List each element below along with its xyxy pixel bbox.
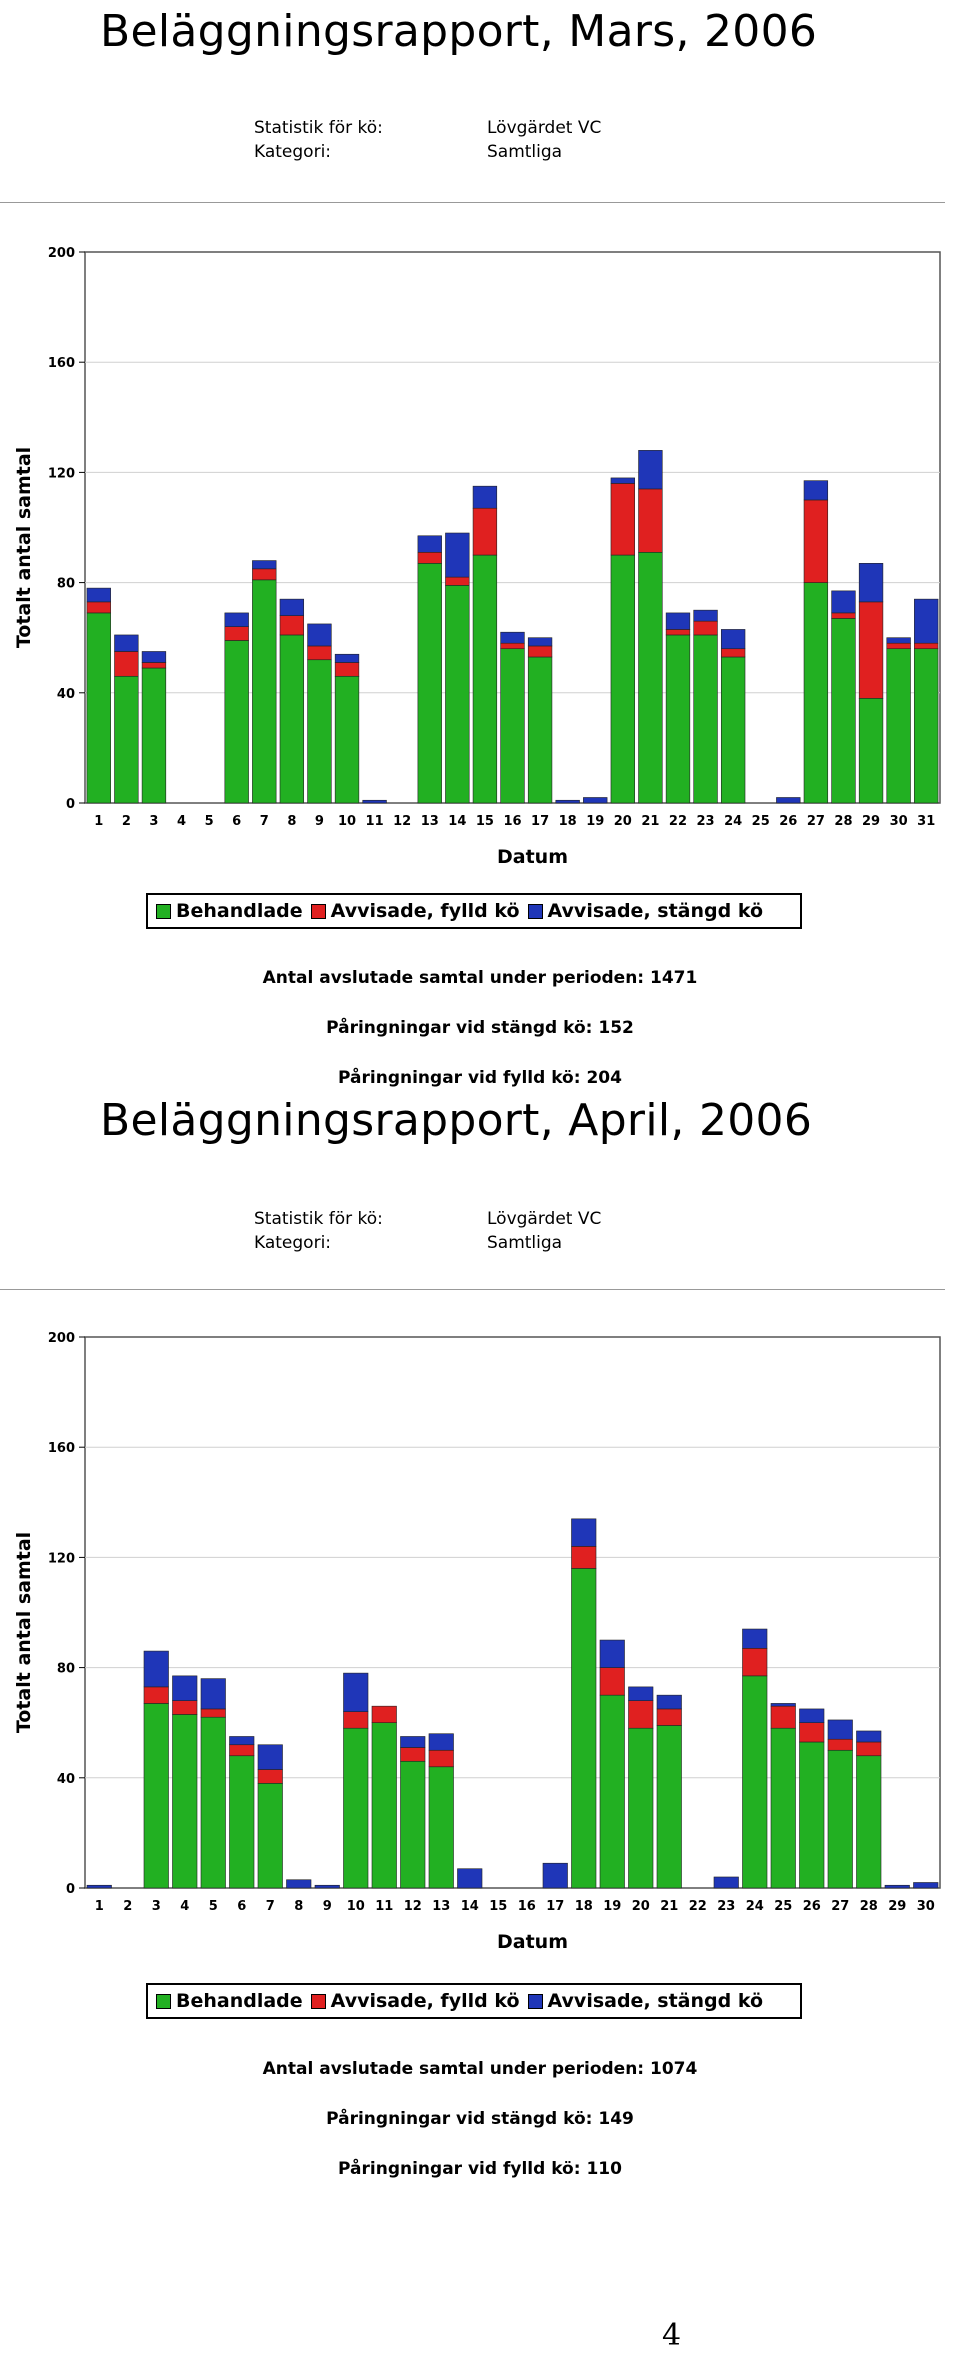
bar-segment — [832, 613, 856, 619]
bar-segment — [639, 489, 663, 552]
legend-item-behandlade — [156, 900, 303, 922]
bar-segment — [172, 1701, 197, 1715]
x-tick-label: 18 — [574, 1899, 593, 1914]
bar-segment — [600, 1640, 625, 1668]
legend-item-avvisade-fylld — [311, 1990, 520, 2012]
x-tick-label: 5 — [208, 1899, 218, 1914]
bar-segment — [628, 1701, 653, 1729]
x-tick-label: 15 — [489, 1899, 508, 1914]
x-tick-label: 6 — [232, 814, 242, 829]
x-tick-label: 14 — [448, 814, 467, 829]
bar-segment — [657, 1725, 682, 1888]
bar-segment — [611, 483, 635, 555]
bar-segment — [400, 1747, 425, 1761]
bar-segment — [501, 632, 525, 643]
y-axis-label: Totalt antal samtal — [13, 1531, 35, 1734]
bar-segment — [457, 1869, 482, 1888]
legend-swatch-red — [311, 904, 326, 919]
bar-segment — [315, 1885, 340, 1888]
bar-segment — [832, 591, 856, 613]
bar-segment — [914, 649, 938, 803]
legend-swatch-green — [156, 1994, 171, 2009]
bar-segment — [859, 698, 883, 803]
bar-segment — [280, 635, 304, 803]
y-tick-label: 120 — [47, 466, 75, 482]
bar-segment — [666, 635, 690, 803]
x-tick-label: 25 — [751, 814, 770, 829]
bar-segment — [657, 1695, 682, 1709]
bar-segment — [343, 1673, 368, 1712]
meta-label-queue: Statistik för kö: — [254, 1209, 383, 1229]
y-tick-label: 160 — [47, 1441, 75, 1457]
bar-segment — [856, 1756, 881, 1888]
y-tick-label: 80 — [56, 576, 75, 592]
legend-label: Behandlade — [176, 1990, 303, 2012]
legend-label: Avvisade, fylld kö — [330, 900, 520, 922]
bar-segment — [87, 613, 111, 803]
bar-segment — [115, 651, 139, 676]
bar-segment — [828, 1720, 853, 1739]
x-tick-label: 15 — [475, 814, 494, 829]
x-tick-label: 28 — [834, 814, 853, 829]
bar-segment — [571, 1568, 596, 1888]
x-tick-label: 26 — [779, 814, 798, 829]
bar-segment — [258, 1783, 283, 1888]
bar-segment — [144, 1651, 169, 1687]
bar-segment — [600, 1695, 625, 1888]
bar-segment — [335, 676, 359, 803]
bar-segment — [445, 533, 469, 577]
y-tick-label: 40 — [56, 1771, 75, 1787]
bar-segment — [694, 621, 718, 635]
report-title: Beläggningsrapport, April, 2006 — [100, 1095, 813, 1146]
x-tick-label: 11 — [365, 814, 384, 829]
bar-segment — [172, 1714, 197, 1888]
legend-swatch-blue — [528, 1994, 543, 2009]
bar-segment — [771, 1728, 796, 1888]
bar-segment — [252, 580, 276, 803]
bar-segment — [799, 1742, 824, 1888]
chart-legend — [146, 893, 802, 929]
x-tick-label: 27 — [806, 814, 825, 829]
legend-item-avvisade-stangd — [528, 1990, 764, 2012]
bar-segment — [583, 797, 607, 803]
bar-segment — [473, 555, 497, 803]
x-tick-label: 11 — [375, 1899, 394, 1914]
bar-segment — [914, 599, 938, 643]
legend-label: Avvisade, stängd kö — [547, 900, 764, 922]
bar-segment — [400, 1736, 425, 1747]
x-tick-label: 30 — [916, 1899, 935, 1914]
legend-swatch-green — [156, 904, 171, 919]
bar-segment — [600, 1668, 625, 1696]
bar-segment — [142, 662, 166, 668]
x-tick-label: 17 — [531, 814, 550, 829]
bar-segment — [776, 797, 800, 803]
x-tick-label: 10 — [337, 814, 357, 829]
x-tick-label: 24 — [724, 814, 743, 829]
chart-legend — [146, 1983, 802, 2019]
meta-label-queue: Statistik för kö: — [254, 118, 383, 138]
x-tick-label: 13 — [432, 1899, 451, 1914]
meta-value-category: Samtliga — [487, 142, 563, 162]
x-tick-label: 4 — [177, 814, 187, 829]
x-tick-label: 21 — [641, 814, 660, 829]
bar-segment — [887, 638, 911, 644]
x-tick-label: 25 — [774, 1899, 793, 1914]
bar-segment — [828, 1750, 853, 1888]
bar-segment — [115, 676, 139, 803]
bar-segment — [771, 1703, 796, 1706]
x-tick-label: 28 — [859, 1899, 878, 1914]
bar-segment — [799, 1723, 824, 1742]
bar-segment — [556, 800, 580, 803]
bar-segment — [280, 599, 304, 616]
legend-item-avvisade-fylld — [311, 900, 520, 922]
x-tick-label: 30 — [889, 814, 908, 829]
x-tick-label: 16 — [503, 814, 522, 829]
bar-segment — [201, 1709, 226, 1717]
bar-segment — [528, 646, 552, 657]
y-tick-label: 0 — [65, 1882, 75, 1897]
x-tick-label: 22 — [668, 814, 688, 829]
y-tick-label: 0 — [65, 797, 75, 812]
bar-segment — [571, 1546, 596, 1568]
meta-labels — [254, 1207, 383, 1255]
stat-full-queue: Påringningar vid fylld kö: 204 — [338, 1068, 622, 1088]
bar-segment — [418, 552, 442, 563]
bar-segment — [343, 1712, 368, 1729]
y-tick-label: 120 — [47, 1551, 75, 1567]
legend-label: Avvisade, stängd kö — [547, 1990, 764, 2012]
bar-segment — [201, 1717, 226, 1888]
bar-segment — [721, 629, 745, 648]
legend-label: Behandlade — [176, 900, 303, 922]
bar-segment — [639, 450, 663, 489]
x-tick-label: 2 — [121, 814, 131, 829]
legend-swatch-blue — [528, 904, 543, 919]
meta-labels — [254, 116, 383, 164]
x-tick-label: 19 — [586, 814, 605, 829]
x-tick-label: 26 — [802, 1899, 821, 1914]
bar-segment — [258, 1770, 283, 1784]
bar-segment — [372, 1706, 397, 1723]
bar-segment — [501, 649, 525, 803]
bar-segment — [799, 1709, 824, 1723]
report-mars — [0, 0, 960, 1100]
bar-segment — [87, 1885, 112, 1888]
x-tick-label: 9 — [314, 814, 324, 829]
bar-segment — [714, 1877, 739, 1888]
bar-segment — [856, 1731, 881, 1742]
bar-segment — [308, 624, 332, 646]
x-tick-label: 27 — [831, 1899, 850, 1914]
bar-segment — [286, 1880, 311, 1888]
bar-segment — [372, 1723, 397, 1888]
x-tick-label: 1 — [94, 814, 104, 829]
bar-segment — [225, 640, 249, 803]
bar-segment — [657, 1709, 682, 1726]
y-tick-label: 200 — [47, 1331, 75, 1346]
bar-segment — [400, 1761, 425, 1888]
bar-segment — [473, 508, 497, 555]
legend-item-avvisade-stangd — [528, 900, 764, 922]
bar-segment — [885, 1885, 910, 1888]
x-tick-label: 14 — [460, 1899, 479, 1914]
bar-segment — [229, 1736, 254, 1744]
x-axis-label: Datum — [497, 846, 568, 868]
x-axis-label: Datum — [497, 1931, 568, 1953]
y-tick-label: 80 — [56, 1661, 75, 1677]
stat-full-queue: Påringningar vid fylld kö: 110 — [338, 2159, 622, 2179]
x-tick-label: 9 — [322, 1899, 332, 1914]
meta-values — [487, 116, 601, 164]
x-tick-label: 18 — [558, 814, 577, 829]
stat-closed-queue: Påringningar vid stängd kö: 149 — [326, 2109, 634, 2129]
bar-segment — [804, 583, 828, 803]
bar-segment — [280, 616, 304, 635]
bar-segment — [742, 1676, 767, 1888]
bar-segment — [666, 613, 690, 630]
bar-segment — [343, 1728, 368, 1888]
bar-segment — [721, 649, 745, 657]
bar-segment — [308, 660, 332, 803]
divider — [0, 1289, 945, 1290]
x-tick-label: 4 — [180, 1899, 190, 1914]
bar-segment — [445, 585, 469, 803]
x-tick-label: 1 — [94, 1899, 104, 1914]
bar-segment — [445, 577, 469, 585]
stat-total: Antal avslutade samtal under perioden: 1471 — [262, 968, 698, 988]
x-tick-label: 10 — [346, 1899, 365, 1914]
x-tick-label: 31 — [917, 814, 936, 829]
bar-segment — [225, 627, 249, 641]
bar-segment — [914, 643, 938, 649]
y-tick-label: 160 — [47, 356, 75, 372]
bar-segment — [144, 1703, 169, 1888]
bar-segment — [913, 1882, 938, 1888]
x-tick-label: 24 — [745, 1899, 764, 1914]
bar-segment — [229, 1745, 254, 1756]
report-april — [0, 1095, 960, 2295]
bar-segment — [252, 569, 276, 580]
stat-total: Antal avslutade samtal under perioden: 1074 — [262, 2059, 698, 2079]
bar-segment — [771, 1706, 796, 1728]
meta-value-queue: Lövgärdet VC — [487, 1209, 602, 1229]
bar-segment — [856, 1742, 881, 1756]
bar-segment — [335, 654, 359, 662]
meta-values — [487, 1207, 601, 1255]
x-tick-label: 2 — [123, 1899, 133, 1914]
bar-segment — [201, 1679, 226, 1709]
bar-segment — [804, 500, 828, 583]
bar-segment — [473, 486, 497, 508]
x-tick-label: 7 — [259, 814, 269, 829]
bar-segment — [252, 561, 276, 569]
bar-segment — [258, 1745, 283, 1770]
bar-segment — [144, 1687, 169, 1704]
meta-label-category: Kategori: — [254, 1233, 332, 1253]
x-tick-label: 12 — [393, 814, 412, 829]
y-axis-label: Totalt antal samtal — [13, 446, 35, 649]
bar-segment — [543, 1863, 568, 1888]
bar-segment — [628, 1687, 653, 1701]
bar-segment — [887, 643, 911, 649]
x-tick-label: 21 — [660, 1899, 679, 1914]
bar-segment — [742, 1629, 767, 1648]
legend-swatch-red — [311, 1994, 326, 2009]
bar-segment — [742, 1648, 767, 1676]
bar-segment — [501, 643, 525, 649]
bar-segment — [859, 563, 883, 602]
x-tick-label: 17 — [546, 1899, 565, 1914]
bar-segment — [229, 1756, 254, 1888]
legend-item-behandlade — [156, 1990, 303, 2012]
x-tick-label: 8 — [287, 814, 297, 829]
x-tick-label: 8 — [294, 1899, 304, 1914]
bar-segment — [87, 588, 111, 602]
bar-segment — [666, 629, 690, 635]
divider — [0, 202, 945, 203]
bar-segment — [528, 657, 552, 803]
x-tick-label: 6 — [237, 1899, 247, 1914]
x-tick-label: 7 — [265, 1899, 275, 1914]
bar-segment — [418, 563, 442, 803]
bar-segment — [429, 1750, 454, 1767]
bar-segment — [694, 635, 718, 803]
stat-closed-queue: Påringningar vid stängd kö: 152 — [326, 1018, 634, 1038]
x-tick-label: 29 — [888, 1899, 907, 1914]
x-tick-label: 23 — [717, 1899, 736, 1914]
x-tick-label: 22 — [688, 1899, 707, 1914]
y-tick-label: 200 — [47, 246, 75, 261]
x-tick-label: 13 — [420, 814, 439, 829]
bar-segment — [172, 1676, 197, 1701]
x-tick-label: 12 — [403, 1899, 422, 1914]
x-tick-label: 5 — [204, 814, 214, 829]
x-tick-label: 3 — [151, 1899, 161, 1914]
meta-label-category: Kategori: — [254, 142, 332, 162]
page-number: 4 — [662, 2318, 682, 2353]
bar-segment — [429, 1767, 454, 1888]
x-tick-label: 20 — [613, 814, 632, 829]
bar-segment — [363, 800, 387, 803]
report-title: Beläggningsrapport, Mars, 2006 — [100, 6, 818, 57]
bar-segment — [429, 1734, 454, 1751]
bar-segment — [887, 649, 911, 803]
bar-segment — [611, 555, 635, 803]
bar-segment — [87, 602, 111, 613]
x-tick-label: 19 — [603, 1899, 622, 1914]
bar-segment — [828, 1739, 853, 1750]
bar-segment — [611, 478, 635, 484]
x-tick-label: 23 — [696, 814, 715, 829]
meta-value-queue: Lövgärdet VC — [487, 118, 602, 138]
x-tick-label: 20 — [631, 1899, 650, 1914]
bar-segment — [142, 668, 166, 803]
x-tick-label: 3 — [149, 814, 159, 829]
bar-segment — [721, 657, 745, 803]
x-tick-label: 29 — [862, 814, 881, 829]
bar-segment — [225, 613, 249, 627]
bar-segment — [804, 481, 828, 500]
bar-segment — [571, 1519, 596, 1547]
bar-segment — [335, 662, 359, 676]
bar-segment — [528, 638, 552, 646]
bar-segment — [694, 610, 718, 621]
bar-segment — [418, 536, 442, 553]
bar-segment — [832, 618, 856, 803]
x-tick-label: 16 — [517, 1899, 536, 1914]
y-tick-label: 40 — [56, 686, 75, 702]
meta-value-category: Samtliga — [487, 1233, 563, 1253]
bar-segment — [142, 651, 166, 662]
bar-segment — [115, 635, 139, 652]
bar-segment — [859, 602, 883, 698]
legend-label: Avvisade, fylld kö — [330, 1990, 520, 2012]
bar-segment — [639, 552, 663, 803]
bar-segment — [628, 1728, 653, 1888]
bar-segment — [308, 646, 332, 660]
